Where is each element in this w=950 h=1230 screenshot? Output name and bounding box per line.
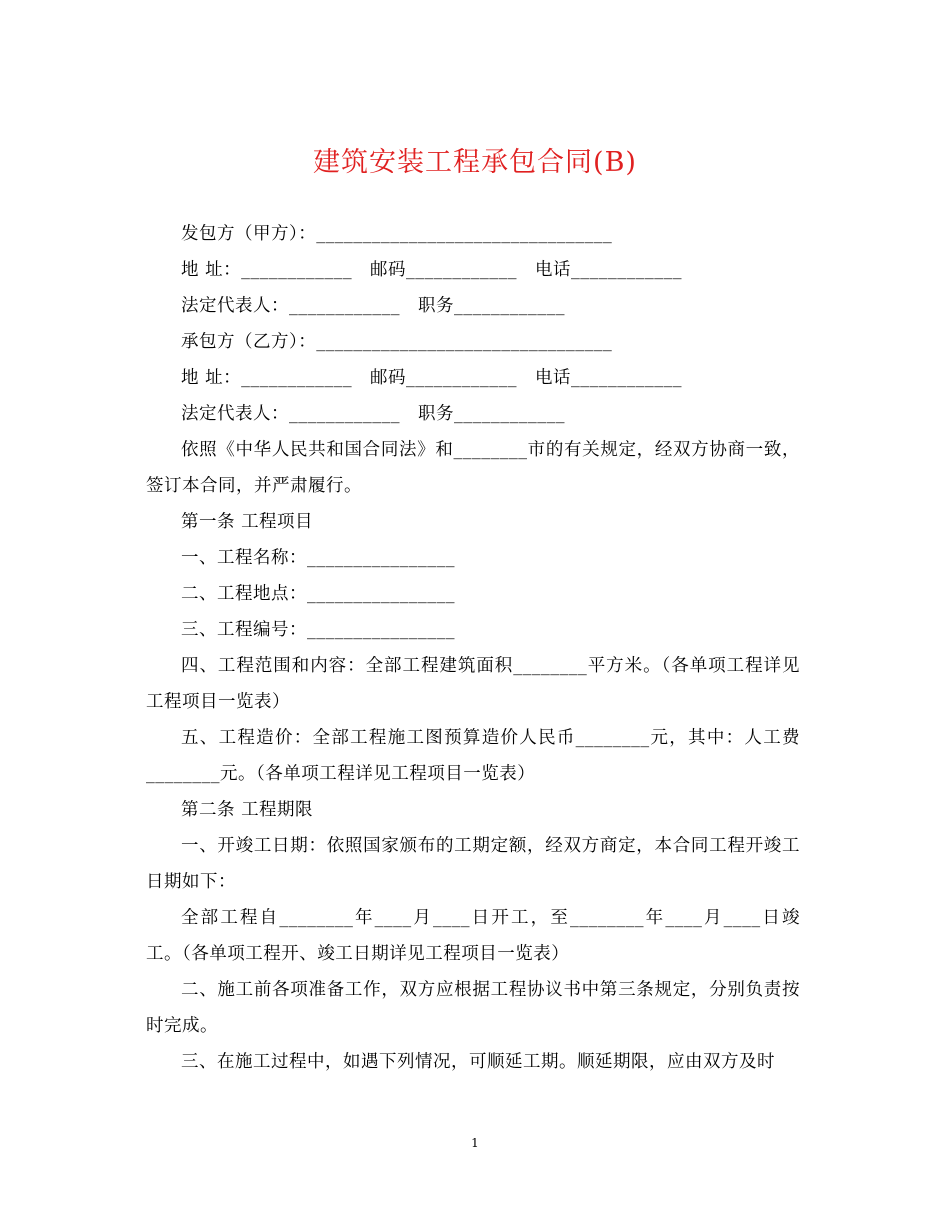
paragraph: 五、工程造价：全部工程施工图预算造价人民币________元，其中：人工费________元。（各单项工程详见工程项目一览表） [146, 728, 800, 784]
paragraph: 地 址：____________ 邮码____________ 电话____________ [181, 368, 683, 388]
page-number: 1 [471, 1136, 479, 1150]
paragraph: 依照《中华人民共和国合同法》和________市的有关规定，经双方协商一致，签订本合同，并严肃履行。 [146, 440, 800, 496]
paragraph: 四、工程范围和内容：全部工程建筑面积________平方米。（各单项工程详见工程项目一览表） [146, 656, 800, 712]
paragraph: 法定代表人：____________ 职务____________ [181, 404, 565, 424]
paragraph: 一、开竣工日期：依照国家颁布的工期定额，经双方商定，本合同工程开竣工日期如下： [146, 836, 800, 892]
paragraph: 一、工程名称：________________ [181, 548, 455, 568]
paragraph: 二、工程地点：________________ [181, 584, 455, 604]
document-body [146, 216, 800, 1080]
paragraph: 三、在施工过程中，如遇下列情况，可顺延工期。顺延期限，应由双方及时 [181, 1052, 775, 1072]
paragraph: 二、施工前各项准备工作，双方应根据工程协议书中第三条规定，分别负责按时完成。 [146, 980, 800, 1036]
paragraph: 全部工程自________年____月____日开工，至________年____月____日竣工。（各单项工程开、竣工日期详见工程项目一览表） [146, 908, 800, 964]
paragraph: 法定代表人：____________ 职务____________ [181, 296, 565, 316]
document-title: 建筑安装工程承包合同(B) [313, 147, 637, 178]
paragraph: 地 址：____________ 邮码____________ 电话____________ [181, 260, 683, 280]
section-heading: 第一条 工程项目 [181, 512, 314, 532]
section-heading: 第二条 工程期限 [181, 800, 314, 820]
paragraph: 承包方（乙方）：________________________________ [181, 332, 613, 352]
paragraph: 三、工程编号：________________ [181, 620, 455, 640]
paragraph: 发包方（甲方）：________________________________ [181, 224, 613, 244]
